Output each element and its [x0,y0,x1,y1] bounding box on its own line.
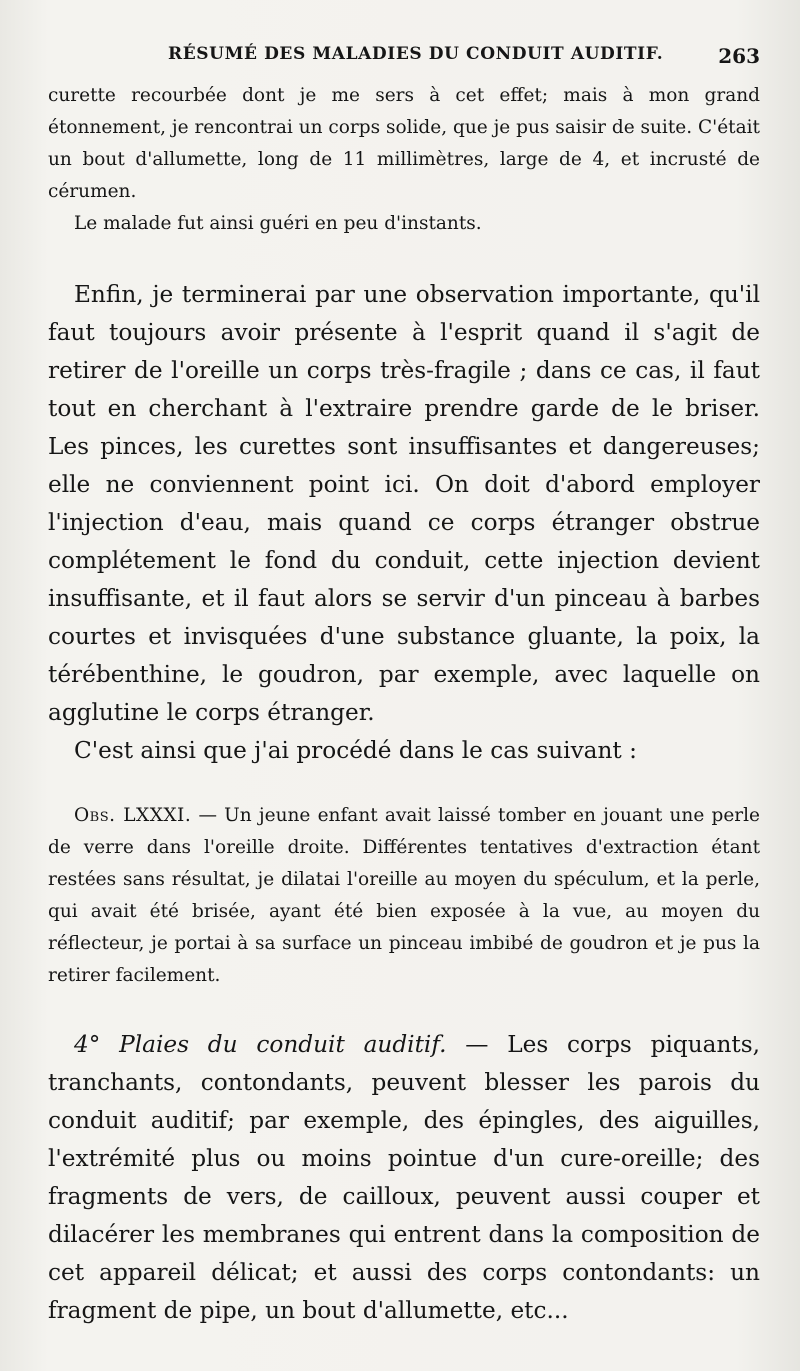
section-text [48,1026,760,1330]
observation-body: — Un jeune enfant avait laissé tomber en jouant une perle de verre dans l'oreille droite. Différentes tentatives d'extraction étant restées sans résultat, je dilatai l'oreille au moyen du spéculum, et la perle, qui avait été brisée, ayant été bien exposée à la vue, au moyen du réflecteur, je portai à sa surface un pinceau imbibé de goudron et je pus la retirer facilement. [48,805,760,986]
paragraph-fragile-body [48,276,760,732]
paragraph-case-intro [48,732,760,770]
page-number: 263 [718,44,760,68]
section-body: — Les corps piquants, tranchants, contondants, peuvent blesser les parois du conduit auditif; par exemple, des épingles, des aiguilles, l'extrémité plus ou moins pointue d'un cure-oreille; des fragments de vers, de cailloux, peuvent aussi couper et dilacérer les membranes qui entrent dans la composition de cet appareil délicat; et aussi des corps contondants: un fragment de pipe, un bout d'allumette, etc... [48,1031,760,1324]
paragraph-text: Le malade fut ainsi guéri en peu d'instants. [74,213,482,234]
paragraph-curette [48,80,760,240]
paragraph-text: C'est ainsi que j'ai procédé dans le cas suivant : [74,737,637,764]
section-wounds [48,1026,760,1330]
section-heading: 4° Plaies du conduit auditif. [74,1031,447,1058]
observation-block [48,800,760,992]
running-title: RÉSUMÉ DES MALADIES DU CONDUIT AUDITIF. [168,44,664,64]
paragraph-text: curette recourbée dont je me sers à cet effet; mais à mon grand étonnement, je rencontrai un corps solide, que je pus saisir de suite. C'était un bout d'allumette, long de 11 millimètres, large de 4, et incrusté de cérumen. [48,85,760,202]
page-header [48,44,760,80]
observation-text [48,800,760,992]
paragraph-text: Enfin, je terminerai par une observation importante, qu'il faut toujours avoir présente à l'esprit quand il s'agit de retirer de l'oreille un corps très-fragile ; dans ce cas, il faut tout en cherchant à l'extraire prendre garde de le briser. Les pinces, les curettes sont insuffisantes et dangereuses; elle ne conviennent point ici. On doit d'abord employer l'injection d'eau, mais quand ce corps étranger obstrue complétement le fond du conduit, cette injection devient insuffisante, et il faut alors se servir d'un pinceau à barbes courtes et invisquées d'une substance gluante, la poix, la térébenthine, le goudron, par exemple, avec laquelle on agglutine le corps étranger. [48,281,760,726]
observation-label: Obs. LXXXI. [74,805,192,826]
